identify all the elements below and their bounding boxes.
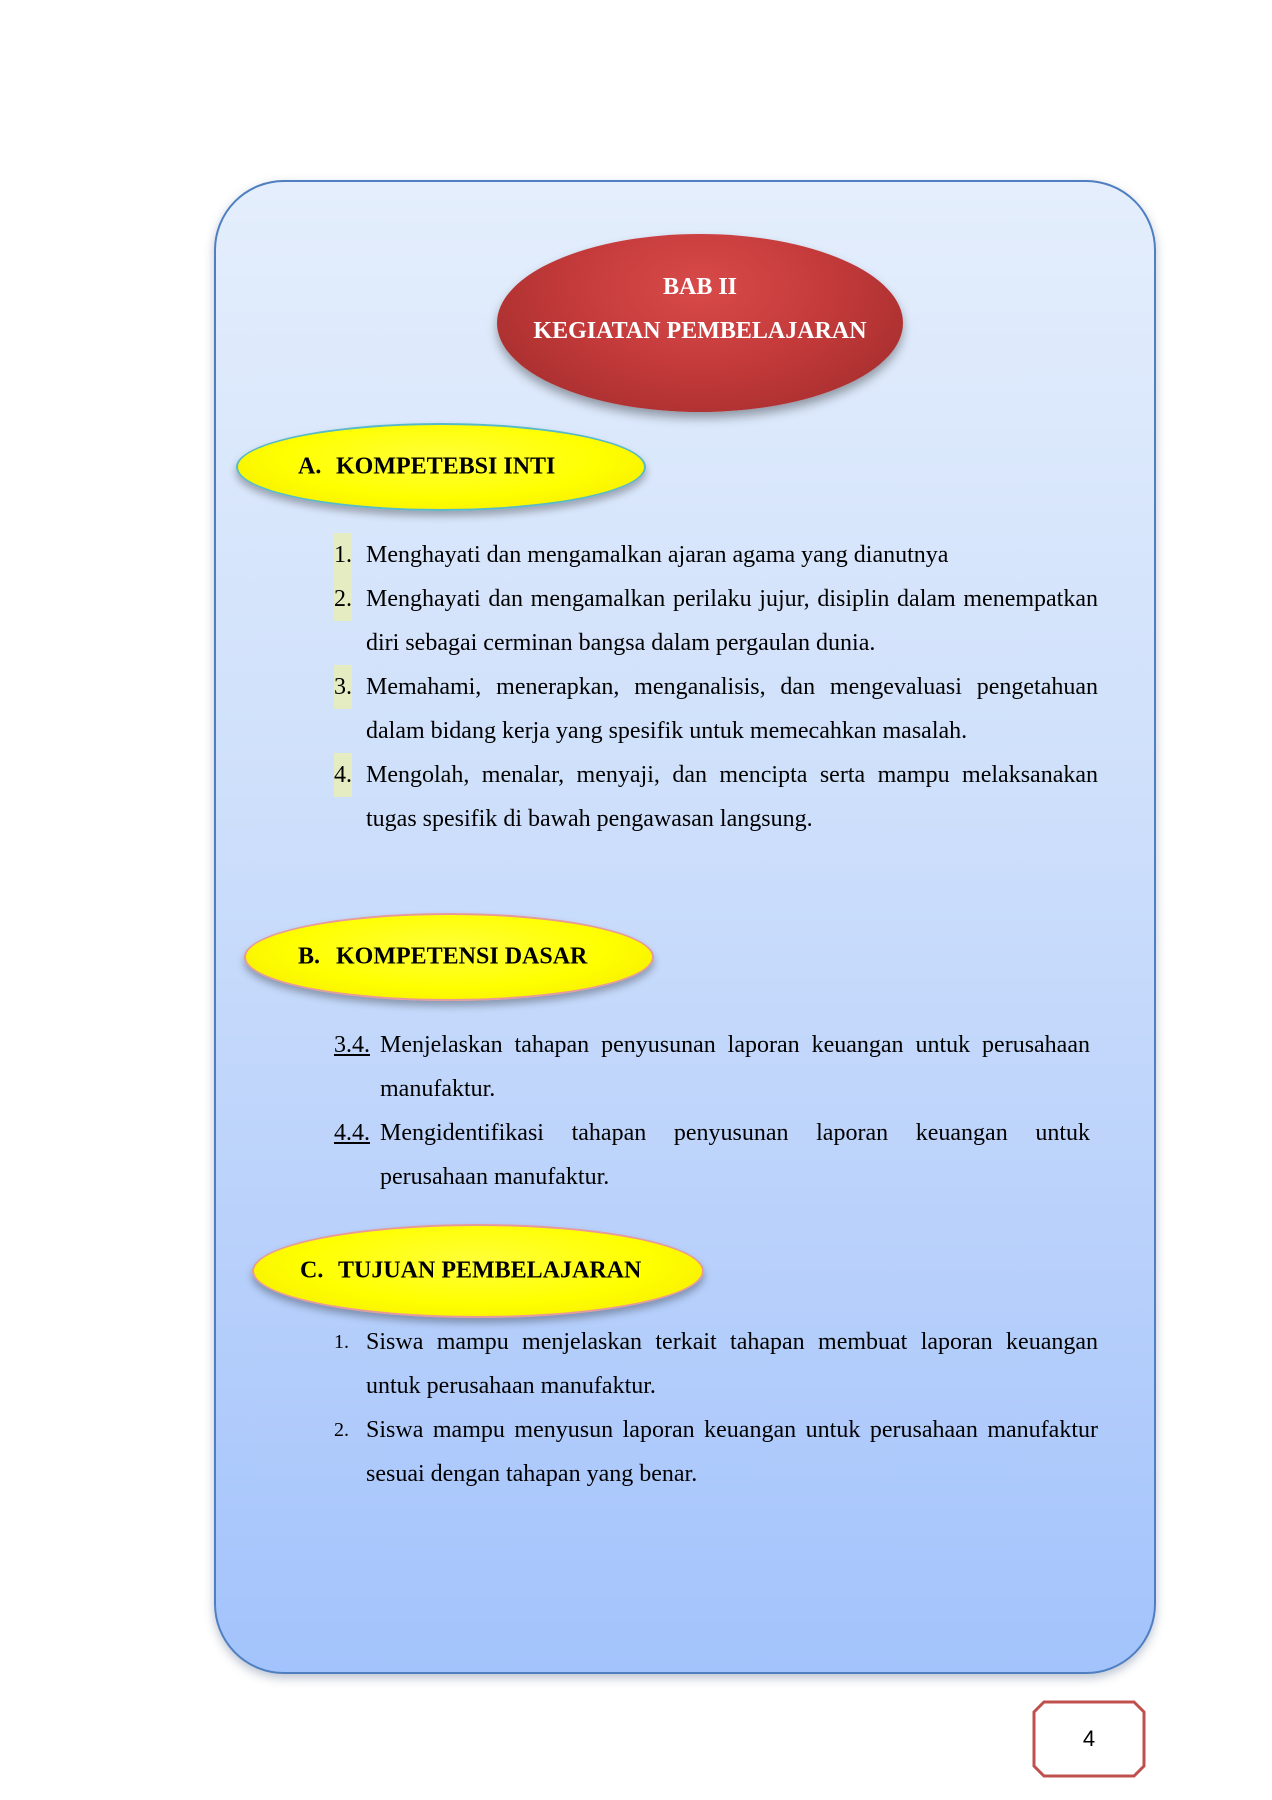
list-item	[334, 533, 1098, 577]
item-text: Siswa mampu menyusun laporan keuangan untuk perusahaan manufaktur sesuai dengan tahapan yang benar.	[366, 1417, 1098, 1487]
kompetensi-inti-list	[334, 533, 1098, 841]
page-number-box	[1032, 1700, 1146, 1778]
section-b-header	[244, 913, 654, 1001]
list-item	[334, 1320, 1098, 1408]
list-item	[334, 1111, 1090, 1199]
item-number: 2.	[334, 577, 352, 621]
item-number: 2.	[334, 1419, 349, 1441]
section-a-header	[236, 423, 646, 511]
item-text: Siswa mampu menjelaskan terkait tahapan membuat laporan keuangan untuk perusahaan manufaktur.	[366, 1329, 1098, 1399]
item-number: 4.4.	[334, 1120, 370, 1146]
section-a-title: KOMPETEBSI INTI	[336, 453, 556, 480]
chapter-title-oval	[497, 234, 903, 412]
list-item	[334, 665, 1098, 753]
item-text: Mengidentifikasi tahapan penyusunan laporan keuangan untuk perusahaan manufaktur.	[380, 1120, 1090, 1190]
section-c-title: TUJUAN PEMBELAJARAN	[338, 1257, 642, 1284]
section-c-letter: C.	[300, 1257, 324, 1284]
item-number: 3.4.	[334, 1032, 370, 1058]
section-b-title: KOMPETENSI DASAR	[336, 943, 588, 970]
list-item	[334, 753, 1098, 841]
section-a-label	[298, 454, 555, 481]
section-b-label	[298, 944, 587, 971]
item-text: Menjelaskan tahapan penyusunan laporan keuangan untuk perusahaan manufaktur.	[380, 1032, 1090, 1102]
item-number: 3.	[334, 665, 352, 709]
page-number: 4	[1082, 1726, 1096, 1751]
kompetensi-dasar-list	[334, 1023, 1090, 1199]
tujuan-pembelajaran-list	[334, 1320, 1098, 1496]
item-text: Menghayati dan mengamalkan ajaran agama yang dianutnya	[366, 542, 949, 568]
item-number: 1.	[334, 533, 352, 577]
section-a-letter: A.	[298, 453, 322, 480]
list-item	[334, 1408, 1098, 1496]
item-number: 1.	[334, 1331, 349, 1353]
chapter-number: BAB II	[662, 274, 738, 300]
item-text: Mengolah, menalar, menyaji, dan mencipta serta mampu melaksanakan tugas spesifik di bawah pengawasan langsung.	[366, 762, 1098, 832]
section-c-header	[252, 1224, 704, 1318]
chapter-title: KEGIATAN PEMBELAJARAN	[533, 318, 867, 344]
list-item	[334, 1023, 1090, 1111]
item-number: 4.	[334, 753, 352, 797]
section-b-letter: B.	[298, 943, 321, 970]
section-c-label	[300, 1258, 641, 1285]
item-text: Menghayati dan mengamalkan perilaku jujur, disiplin dalam menempatkan diri sebagai cerminan bangsa dalam pergaulan dunia.	[366, 586, 1098, 656]
item-text: Memahami, menerapkan, menganalisis, dan mengevaluasi pengetahuan dalam bidang kerja yang spesifik untuk memecahkan masalah.	[366, 674, 1098, 744]
list-item	[334, 577, 1098, 665]
